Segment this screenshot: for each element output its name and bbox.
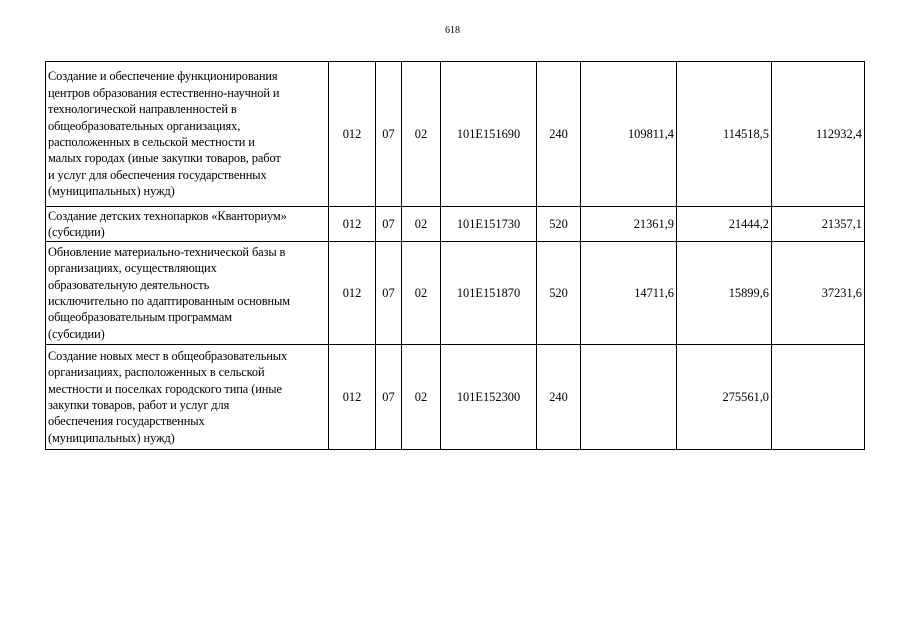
amount-1-cell: 14711,6	[581, 242, 677, 345]
section-code-cell: 07	[376, 62, 402, 207]
description-cell: Создание и обеспечение функционирования центров образования естественно-научной и технологической направленностей в общеобразовательных организациях, расположенных в сельской местности и малых городах (иные закупки товаров, работ и услуг для обеспечения государственных (муниципальных) нужд)	[46, 62, 329, 207]
expense-type-cell: 240	[537, 345, 581, 450]
target-article-cell: 101E151730	[441, 207, 537, 242]
target-article-cell: 101E151870	[441, 242, 537, 345]
description-cell: Создание детских технопарков «Кванториум» (субсидии)	[46, 207, 329, 242]
description-cell: Создание новых мест в общеобразовательных организациях, расположенных в сельской местности и поселках городского типа (иные закупки товаров, работ и услуг для обеспечения государственных (муниципальных) нужд)	[46, 345, 329, 450]
amount-3-cell: 112932,4	[772, 62, 865, 207]
ministry-code-cell: 012	[329, 242, 376, 345]
ministry-code-cell: 012	[329, 345, 376, 450]
subsection-code-cell: 02	[402, 242, 441, 345]
amount-2-cell: 21444,2	[677, 207, 772, 242]
amount-1-cell: 109811,4	[581, 62, 677, 207]
table-row	[46, 207, 865, 242]
expense-type-cell: 520	[537, 207, 581, 242]
subsection-code-cell: 02	[402, 345, 441, 450]
target-article-cell: 101E152300	[441, 345, 537, 450]
amount-1-cell	[581, 345, 677, 450]
section-code-cell: 07	[376, 242, 402, 345]
expense-type-cell: 240	[537, 62, 581, 207]
table-row	[46, 242, 865, 345]
budget-table	[45, 61, 865, 450]
amount-2-cell: 114518,5	[677, 62, 772, 207]
ministry-code-cell: 012	[329, 62, 376, 207]
expense-type-cell: 520	[537, 242, 581, 345]
section-code-cell: 07	[376, 345, 402, 450]
amount-3-cell: 37231,6	[772, 242, 865, 345]
amount-3-cell	[772, 345, 865, 450]
amount-1-cell: 21361,9	[581, 207, 677, 242]
subsection-code-cell: 02	[402, 62, 441, 207]
table-row	[46, 345, 865, 450]
amount-3-cell: 21357,1	[772, 207, 865, 242]
description-cell: Обновление материально-технической базы в организациях, осуществляющих образовательную деятельность исключительно по адаптированным основным общеобразовательным программам (субсидии)	[46, 242, 329, 345]
target-article-cell: 101E151690	[441, 62, 537, 207]
section-code-cell: 07	[376, 207, 402, 242]
subsection-code-cell: 02	[402, 207, 441, 242]
page-number: 618	[445, 25, 460, 36]
amount-2-cell: 15899,6	[677, 242, 772, 345]
ministry-code-cell: 012	[329, 207, 376, 242]
amount-2-cell: 275561,0	[677, 345, 772, 450]
table-row	[46, 62, 865, 207]
